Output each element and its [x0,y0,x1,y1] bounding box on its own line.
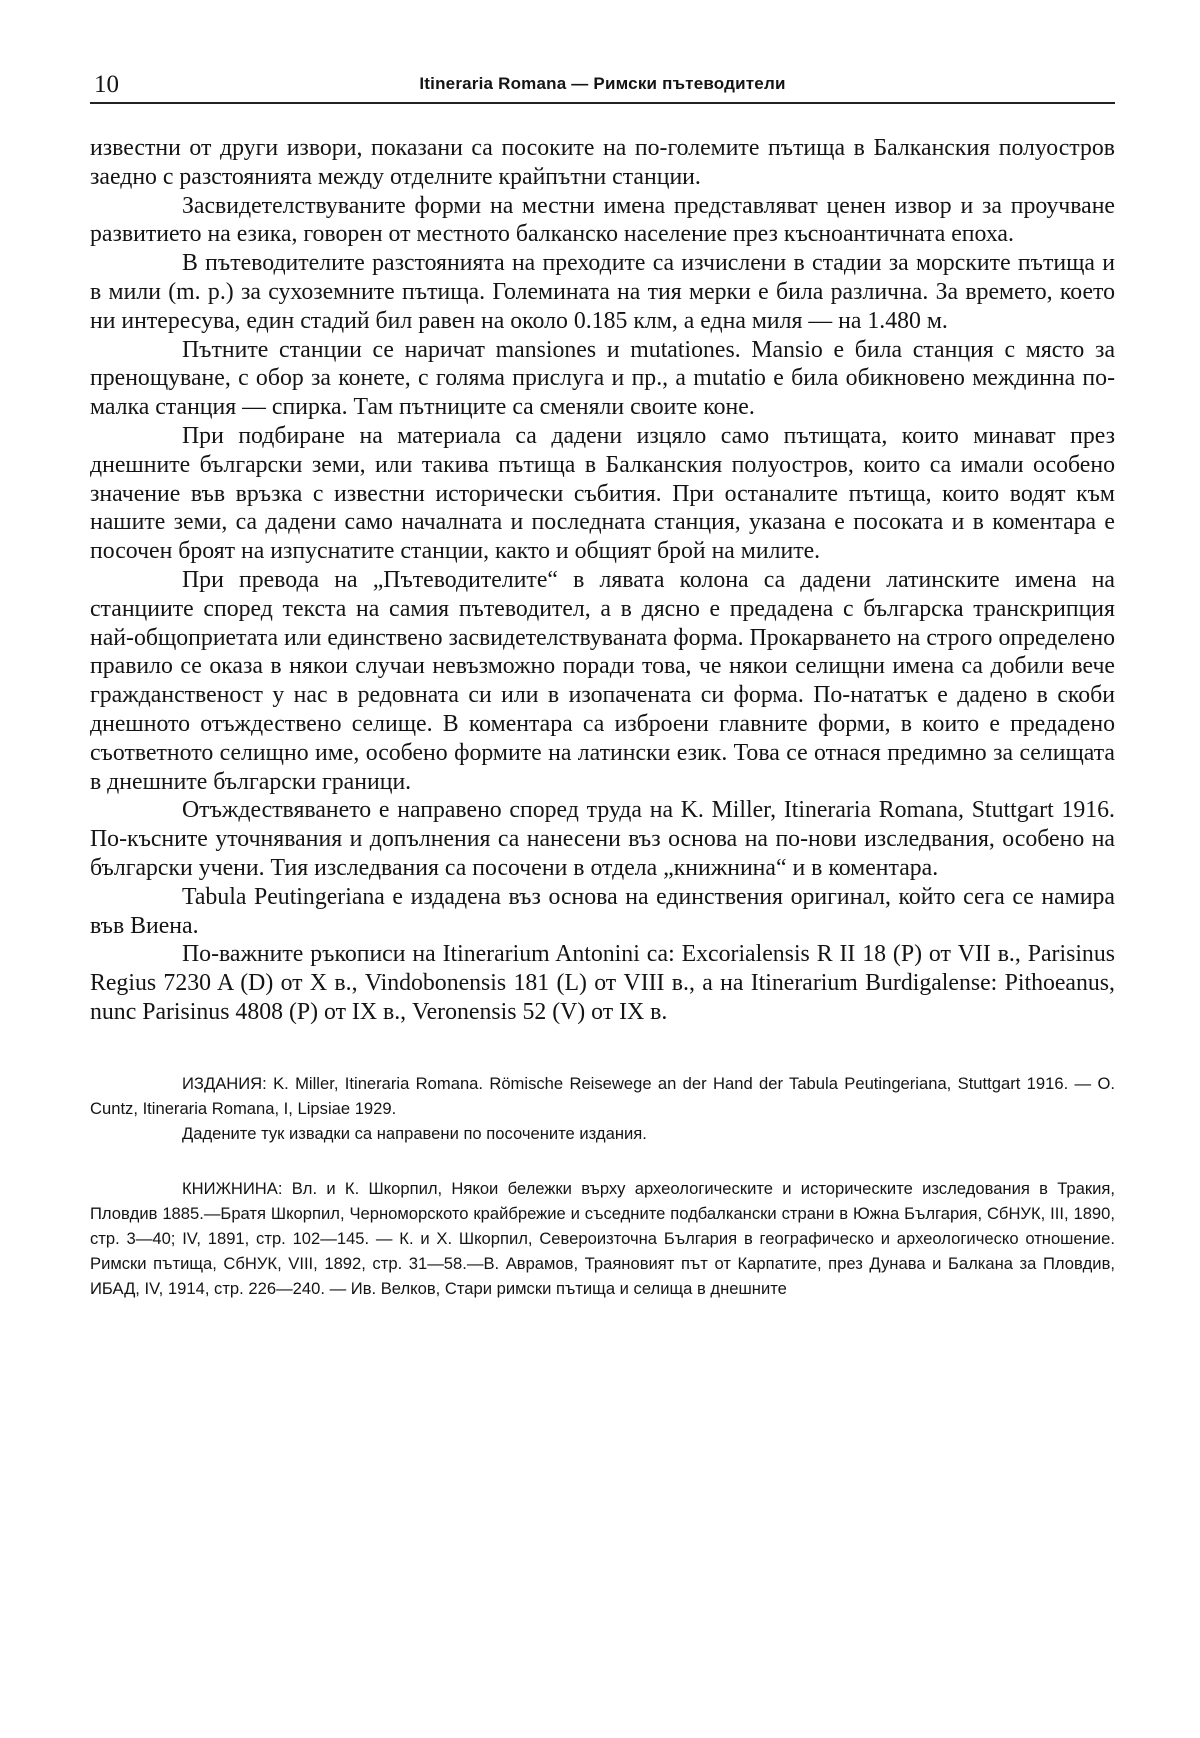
notes-gap [90,1146,1115,1176]
running-head [90,70,1115,104]
paragraph-6: При превода на „Пътеводителите“ в лявата колона са дадени латинските имена на станциите според текста на самия пътеводител, а в дясно е предадена с българска транскрипция най-общоприетата или единствено засвидетелствуваната форма. Прокарването на строго определено правило се оказа в някои случаи невъзможно поради това, че някои селищни имена са добили вече гражданственост у нас в редовната си или в изопачената си форма. По-нататък е дадено в скоби днешното отъждествено селище. В коментара са изброени главните форми, в които е предадено съответното селищно име, особено формите на латински език. Това се отнася предимно за селищата в днешните български граници. [90,566,1115,795]
editions-note: ИЗДАНИЯ: K. Miller, Itineraria Romana. Römische Reisewege an der Hand der Tabula Peutingeriana, Stuttgart 1916. — O. Cuntz, Itineraria Romana, I, Lipsiae 1929. [90,1073,1115,1118]
paragraph-4: Пътните станции се наричат mansiones и mutationes. Mansio е била станция с място за пренощуване, с обор за конете, с голяма прислуга и пр., а mutatio е била обикновено междинна по-малка станция — спирка. Там пътниците са сменяли своите коне. [90,336,1115,421]
paragraph-1: известни от други извори, показани са посоките на по-големите пътища в Балканския полуостров заедно с разстоянията между отделните крайпътни станции. [90,135,1115,190]
paragraph-9: По-важните ръкописи на Itinerarium Antonini са: Excorialensis R II 18 (P) от VII в., Parisinus Regius 7230 A (D) от X в., Vindobonensis 181 (L) от VIII в., а на Itinerarium Burdigalense: Pithoeanus, nunc Parisinus 4808 (P) от IX в., Veronensis 52 (V) от IX в. [90,941,1115,1025]
paragraph-5: При подбиране на материала са дадени изцяло само пътищата, които минават през днешните български земи, или такива пътища в Балканския полуостров, които са имали особено значение във връзка с известни исторически събития. При останалите пътища, които водят към нашите земи, са дадени само началната и последната станция, указана е посоката и в коментара е посочен броят на изпуснатите станции, както и общият брой на милите. [90,422,1115,565]
page-number: 10 [94,71,119,98]
paragraph-8: Tabula Peutingeriana е издадена въз основа на единствения оригинал, който сега се намира във Виена. [90,883,1115,939]
paragraph-2: Засвидетелствуваните форми на местни имена представляват ценен извор и за проучване развитието на езика, говорен от местното балканско население през късноантичната епоха. [90,192,1115,248]
editions-remark: Дадените тук извадки са направени по посочените издания. [182,1123,647,1143]
body-text [90,134,1115,1027]
bibliography-note: КНИЖНИНА: Вл. и К. Шкорпил, Някои бележки върху археологическите и историческите изследования в Тракия, Пловдив 1885.—Братя Шкорпил, Черноморското крайбрежие и съседните подбалкански страни в Южна България, СбНУК, III, 1890, стр. 3—40; IV, 1891, стр. 102—145. — К. и Х. Шкорпил, Североизточна България в географическо и археологическо отношение. Римски пътища, СбНУК, VIII, 1892, стр. 31—58.—В. Аврамов, Траяновият път от Карпатите, през Дунава и Балкана за Пловдив, ИБАД, IV, 1914, стр. 226—240. — Ив. Велков, Стари римски пътища и селища в днешните [90,1178,1115,1298]
paragraph-3: В пътеводителите разстоянията на преходите са изчислени в стадии за морските пътища и в мили (m. p.) за сухоземните пътища. Големината на тия мерки е била различна. За времето, което ни интересува, един стадий бил равен на около 0.185 клм, а една миля — на 1.480 м. [90,250,1115,334]
book-page [90,70,1115,1301]
paragraph-7: Отъждествяването е направено според труда на K. Miller, Itineraria Romana, Stuttgart 1916. По-късните уточнявания и допълнения са нанесени въз основа на по-нови изследвания, особено на български учени. Тия изследвания са посочени в отдела „книжнина“ и в коментара. [90,797,1115,881]
running-title: Itineraria Romana — Римски пътеводители [419,74,786,93]
notes-section [90,1071,1115,1301]
